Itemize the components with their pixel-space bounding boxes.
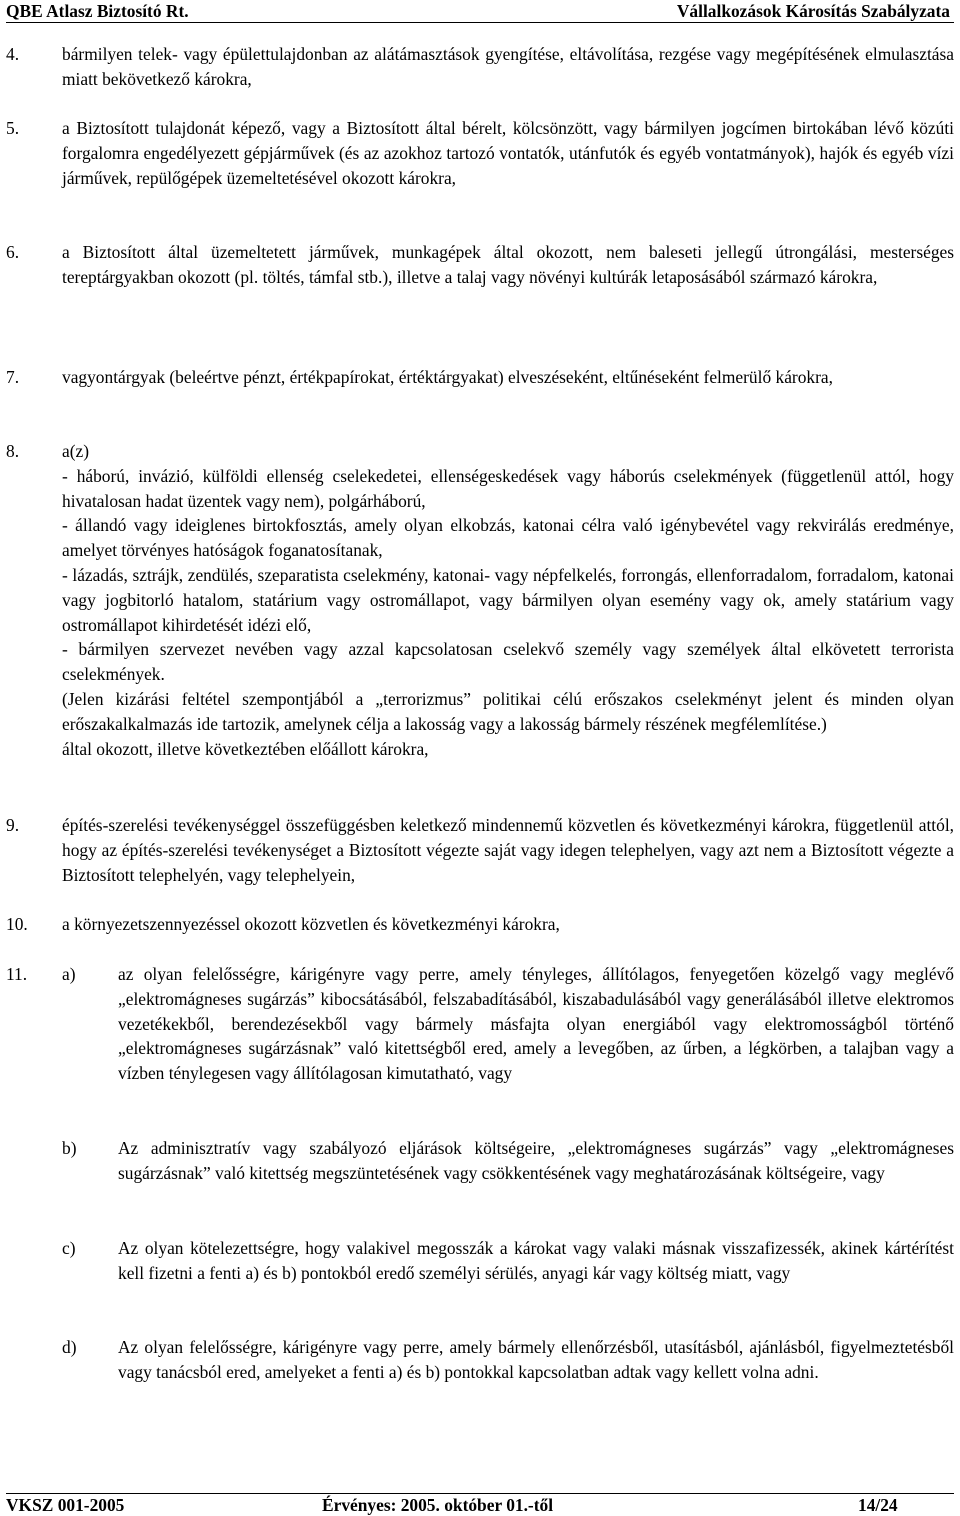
header-rule — [6, 22, 954, 23]
sub-item — [62, 1136, 954, 1186]
sub-item-text: Az olyan kötelezettségre, hogy valakivel megosszák a károkat vagy valaki másnak visszafizessék, akinek kártérítést kell fizetni a fenti a) és b) pontokból eredő személyi sérülés, anyagi kár vagy költség miatt, vagy — [118, 1238, 954, 1283]
item-line: - háború, invázió, külföldi ellenség cselekedetei, ellenségeskedések vagy háborús cselekmények (függetlenül attól, hogy hivatalosan hadat üzentek vagy nem), polgárháború, — [62, 465, 954, 511]
list-item — [6, 912, 954, 937]
item-line: - lázadás, sztrájk, zendülés, szeparatista cselekmény, katonai- vagy népfelkelés, forrongás, ellenforradalom, forradalom, katonai vagy jogbitorló hatalom, statárium vagy ostromállapot, vagy bármilyen olyan esemény vagy ok, amely statárium vagy ostromállapot kihirdetését idézi elő, — [62, 564, 954, 635]
item-number: 4. — [6, 44, 20, 64]
sub-item — [62, 1236, 954, 1286]
item-line: - bármilyen szervezet nevében vagy azzal kapcsolatosan cselekvő személy vagy személyek által elkövetett terrorista cselekmények. — [62, 639, 954, 685]
item-number: 11. — [6, 964, 28, 984]
item-number: 5. — [6, 118, 20, 138]
item-text: a környezetszennyezéssel okozott közvetlen és következményi károkra, — [62, 914, 560, 934]
item-text: vagyontárgyak (beleértve pénzt, értékpapírokat, értéktárgyakat) elveszéseként, eltűnéseként felmerülő károkra, — [62, 367, 833, 387]
item-line: - állandó vagy ideiglenes birtokfosztás, amely olyan elkobzás, katonai célra való igénybevétel vagy rekvirálás eredménye, amelyet törvényes hatóságok foganatosítanak, — [62, 515, 954, 561]
item-text: építés-szerelési tevékenységgel összefüggésben keletkező mindennemű közvetlen és következményi károkra, függetlenül attól, hogy az építés-szerelési tevékenységet a Biztosított végezte saját vagy idegen telephelyen, vagy azt nem a Biztosított végezte a Biztosított telephelyén, vagy telephelyein, — [62, 815, 954, 885]
list-item — [6, 365, 954, 390]
document-code: VKSZ 001-2005 — [6, 1495, 125, 1515]
sub-item — [62, 1335, 954, 1385]
item-line: (Jelen kizárási feltétel szempontjából a „terrorizmus” politikai célú erőszakos cselekményt jelent és minden olyan erőszakalkalmazás ide tartozik, amelynek célja a lakosság vagy a lakosság bármely részének megfélemlítése.) — [62, 688, 954, 734]
item-number: 9. — [6, 815, 20, 835]
item-number: 7. — [6, 367, 20, 387]
sub-item-text: Az adminisztratív vagy szabályozó eljárások költségeire, „elektromágneses sugárzás” vagy „elektromágneses sugárzásnak” való kitettség megszüntetésének vagy csökkentésének vagy meghatározásának költségeire, vagy — [118, 1138, 954, 1183]
item-number: 8. — [6, 441, 20, 461]
list-item — [6, 116, 954, 190]
item-text: a Biztosított által üzemeltetett járművek, munkagépek által okozott, nem baleseti jellegű útrongálási, mesterséges tereptárgyakban okozott (pl. töltés, támfal stb.), illetve a talaj vagy növényi kultúrák letaposásából származó károkra, — [62, 242, 954, 287]
item-number: 6. — [6, 242, 20, 262]
list-item — [6, 240, 954, 290]
sub-item-letter: a) — [62, 964, 76, 984]
list-item — [6, 42, 954, 92]
sub-item-text: az olyan felelősségre, kárigényre vagy perre, amely tényleges, állítólagos, fenyegetően közelgő vagy meglévő „elektromágneses sugárzás” kibocsátásából, felszabadításából, kiszabadulásából vagy generálásából illetve elektromos vezetékekből, berendezésekből vagy bármely másfajta olyan energiából vagy elektromosságból történő „elektromágneses sugárzásnak” való kitettségből ered, amely a levegőben, az űrben, a légkörben, a talajban vagy a vízben ténylegesen vagy állítólagosan kimutatható, vagy — [118, 964, 954, 1084]
list-item — [6, 813, 954, 887]
item-line: a(z) — [62, 441, 90, 461]
page-header — [6, 0, 954, 20]
document-title: Vállalkozások Károsítás Szabályzata — [676, 1, 950, 21]
sub-item — [62, 962, 954, 1086]
item-text-block — [62, 439, 954, 761]
item-line: által okozott, illetve következtében előállott károkra, — [62, 738, 429, 759]
sub-item-letter: b) — [62, 1138, 77, 1158]
item-text: bármilyen telek- vagy épülettulajdonban az alátámasztások gyengítése, eltávolítása, rezgése vagy megépítésének elmulasztása miatt bekövetkező károkra, — [62, 44, 954, 89]
sub-item-letter: d) — [62, 1337, 77, 1357]
footer-rule — [6, 1493, 954, 1494]
validity-date: Érvényes: 2005. október 01.-től — [322, 1495, 554, 1515]
item-text: a Biztosított tulajdonát képező, vagy a Biztosított által bérelt, kölcsönzött, vagy bármilyen jogcímen birtokában lévő közúti forgalomra engedélyezett gépjárművek (és az azokhoz tartozó vontatók, utánfutók és egyéb vontatmányok), hajók és egyéb vízi járművek, repülőgépek üzemeltetésével okozott károkra, — [62, 118, 954, 188]
list-item — [6, 439, 954, 761]
sub-item-letter: c) — [62, 1238, 76, 1258]
item-number: 10. — [6, 914, 28, 934]
sub-item-text: Az olyan felelősségre, kárigényre vagy perre, amely bármely ellenőrzésből, utasításból, ajánlásból, figyelmeztetésből vagy tanácsból ered, amelyeket a fenti a) és b) pontokkal kapcsolatban adtak vagy kellett volna adni. — [118, 1337, 954, 1382]
page-number: 14/24 — [858, 1495, 898, 1515]
company-name: QBE Atlasz Biztosító Rt. — [6, 1, 189, 21]
